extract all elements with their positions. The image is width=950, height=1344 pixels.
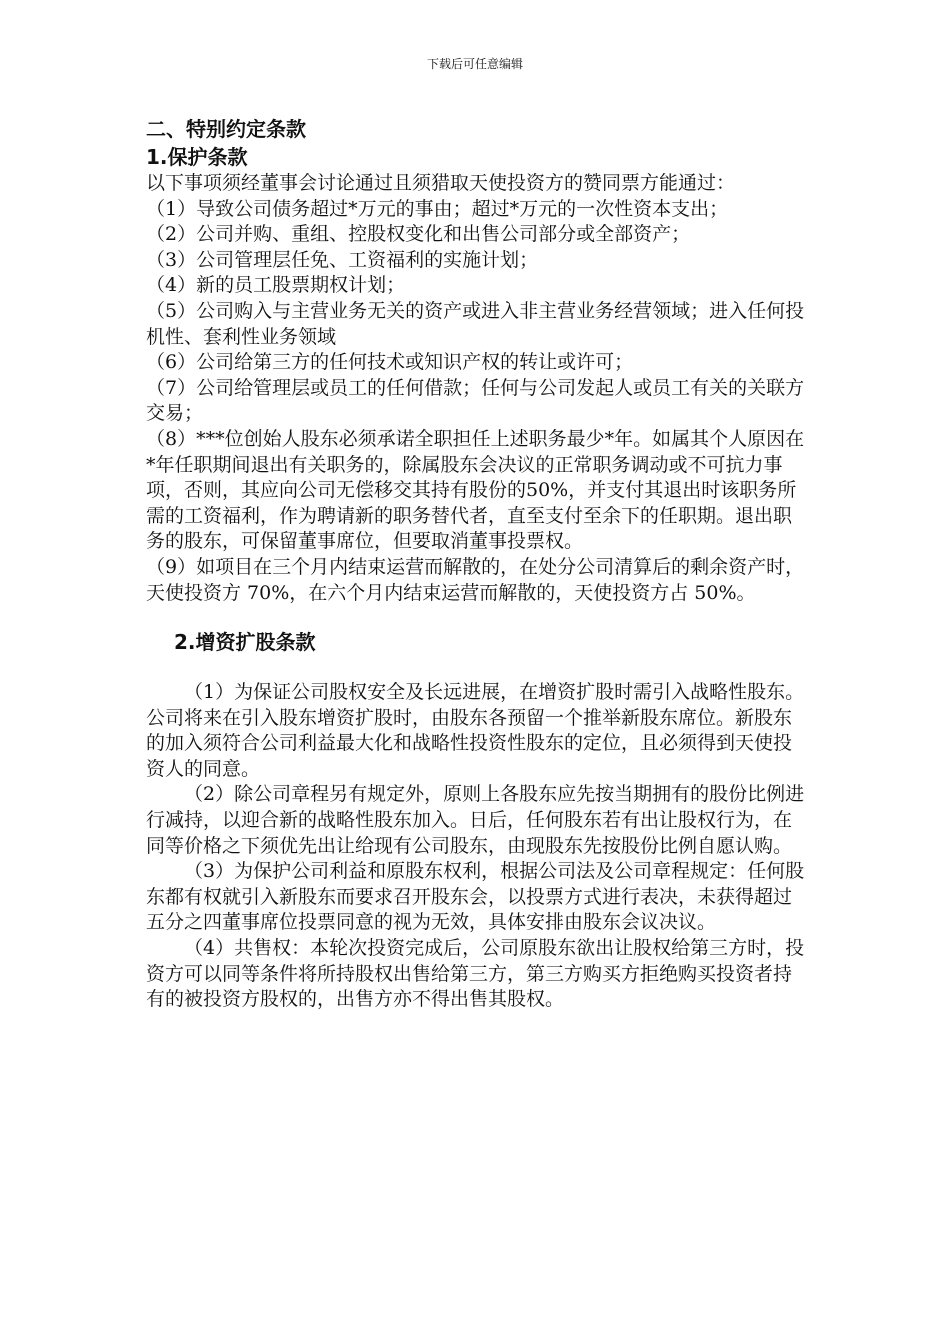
capital-increase-paragraphs [146,680,806,1013]
subsection-2-title: 2.增资扩股条款 [174,630,316,655]
protection-item: （9）如项目在三个月内结束运营而解散的，在处分公司清算后的剩余资产时，天使投资方 70%，在六个月内结束运营而解散的，天使投资方占 50%。 [146,555,805,604]
protection-item: （1）导致公司债务超过*万元的事由；超过*万元的一次性资本支出； [146,197,729,220]
capital-increase-paragraph: （4）共售权：本轮次投资完成后，公司原股东欲出让股权给第三方时，投资方可以同等条件将所持股权出售给第三方，第三方购买方拒绝购买投资者持有的被投资方股权的，出售方亦不得出售其股权。 [146,937,805,1011]
protection-item: （6）公司给第三方的任何技术或知识产权的转让或许可； [146,351,634,374]
section-title: 二、特别约定条款 [146,117,306,141]
protection-item: （5）公司购入与主营业务无关的资产或进入非主营业务经营领域；进入任何投机性、套利性业务领域 [146,299,805,348]
capital-increase-paragraph: （3）为保护公司利益和原股东权利，根据公司法及公司章程规定：任何股东都有权就引入新股东而要求召开股东会，以投票方式进行表决，未获得超过五分之四董事席位投票同意的视为无效，具体安排由股东会议决议。 [146,860,805,934]
capital-increase-paragraph: （2）除公司章程另有规定外，原则上各股东应先按当期拥有的股份比例进行减持，以迎合新的战略性股东加入。日后，任何股东若有出让股权行为，在同等价格之下须优先出让给现有公司股东，由现股东先按股份比例自愿认购。 [146,783,805,857]
protection-item: （4）新的员工股票期权计划； [146,274,406,297]
protection-item: （8）***位创始人股东必须承诺全职担任上述职务最少*年。如属其个人原因在*年任职期间退出有关职务的，除属股东会决议的正常职务调动或不可抗力事项，否则，其应向公司无偿移交其持有股份的50%，并支付其退出时该职务所需的工资福利，作为聘请新的职务替代者，直至支付至余下的任职期。退出职务的股东，可保留董事席位，但要取消董事投票权。 [146,427,805,553]
subsection-1-title: 1.保护条款 [146,145,248,169]
protection-item: （2）公司并购、重组、控股权变化和出售公司部分或全部资产； [146,223,691,246]
capital-increase-paragraph: （1）为保证公司股权安全及长远进展，在增资扩股时需引入战略性股东。公司将来在引入股东增资扩股时，由股东各预留一个推举新股东席位。新股东的加入须符合公司利益最大化和战略性投资性股东的定位，且必须得到天使投资人的同意。 [146,681,805,780]
document-body [146,115,806,1013]
protection-items [146,197,806,607]
header-note: 下载后可任意编辑 [426,57,523,71]
protection-item: （3）公司管理层任免、工资福利的实施计划； [146,248,539,271]
protection-intro: 以下事项须经董事会讨论通过且须猎取天使投资方的赞同票方能通过： [146,172,736,194]
protection-item: （7）公司给管理层或员工的任何借款；任何与公司发起人或员工有关的关联方交易； [146,376,805,425]
